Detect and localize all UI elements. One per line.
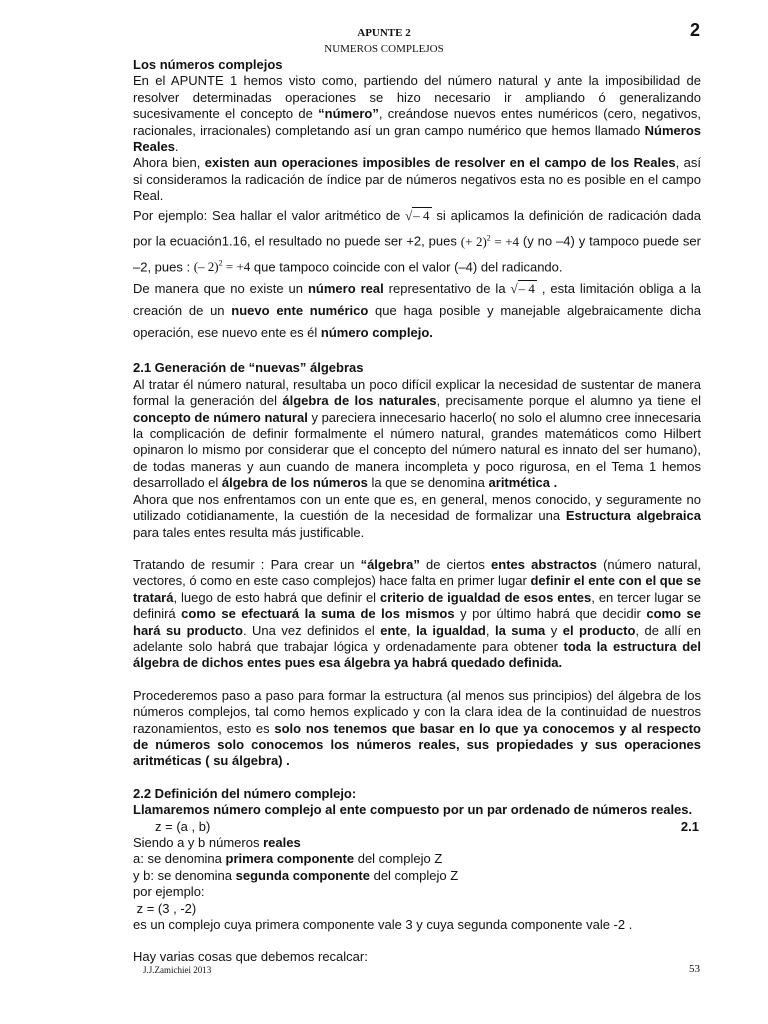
header-title: APUNTE 2 [357,27,411,39]
intro-paragraph-2: Ahora bien, existen aun operaciones imposibles de resolver en el campo de los Reales, así si consideramos la radicación de índice par de números negativos esta no es posible en el campo Real. [133,155,701,204]
footer-page-number: 53 [689,963,700,975]
sqrt-minus-four-2: √– 4 [510,281,535,297]
line-recalcar: Hay varias cosas que debemos recalcar: [133,949,368,965]
line-first-component: a: se denomina primera componente del complejo Z [133,851,443,867]
intro-paragraph-3: Por ejemplo: Sea hallar el valor aritmético de √– 4 si aplicamos la definición de radicación dada por la ecuación1.16, el resultado no puede ser +2, pues (+ 2)$^2$ = +4 (y no –4) y tampoco puede ser –2, pues : (– 2)$^2$ = +4 que tampoco coincide con el valor (–4) del radicando. [133,205,701,278]
header-page-number: 2 [689,20,700,40]
line-example-description: es un complejo cuya primera componente vale 3 y cuya segunda componente vale -2 . [133,917,633,933]
line-second-component: y b: se denomina segunda componente del complejo Z [133,867,459,883]
section-2-1-paragraph-1: Al tratar él número natural, resultaba un poco difícil explicar la necesidad de sustentar de manera formal la generación del álgebra de los naturales, precisamente porque el alumno ya tiene el concepto de número natural y pareciera innecesario hacerlo( no solo el alumno cree innecesaria la complicación de definir formalmente el número natural, grandes matemáticos como Hilbert opinaron lo mismo por considerar que el concepto del número natural es innato del ser humano), de todas maneras y aun cuando de manera incompleta y poco rigurosa, en el Tema 1 hemos desarrollado el álgebra de los números la que se denomina aritmética . [133,376,701,491]
line-example-label: por ejemplo: [133,884,205,900]
sqrt-minus-four: √– 4 [405,208,430,224]
section-2-1-heading: 2.1 Generación de “nuevas” álgebras [133,360,364,376]
equation-number: 2.1 [680,818,699,834]
expression-minus-two-squared: (– 2)$^2$ = +4 [193,258,251,274]
section-2-1-paragraph-4: Procederemos paso a paso para formar la estructura (al menos sus principios) del álgebra de los números complejos, tal como hemos explicado y con la clara idea de la continuidad de nuestros razonamientos, esto es solo nos tenemos que basar en lo que ya conocemos y al respecto de números solo conocemos los números reales, sus propiedades y sus operaciones aritméticas ( su álgebra) . [133,687,701,769]
footer-author: J.J.Zamichiei 2013 [143,965,212,975]
complex-number-definition: Llamaremos número complejo al ente compuesto por un par ordenado de números reales. [133,802,693,818]
equation-text: z = (a , b) [155,818,211,834]
expression-plus-two-squared: (+ 2)$^2$ = +4 [460,233,520,249]
intro-paragraph-1: En el APUNTE 1 hemos visto como, partiendo del número natural y ante la imposibilidad de resolver determinadas operaciones se hizo necesario ir ampliando ó generalizando sucesivamente el concepto de “número”, creándose nuevos entes numéricos (cero, negativos, racionales, irracionales) completando así un gran campo numérico que hemos llamado Números Reales. [133,73,702,155]
equation-2-1 [133,819,701,835]
section-2-1-paragraph-3: Tratando de resumir : Para crear un “álgebra” de ciertos entes abstractos (número natural, vectores, ó como en este caso complejos) hace falta en primer lugar definir el ente con el que se tratará, luego de esto habrá que definir el criterio de igualdad de esos entes, en tercer lugar se definirá como se efectuará la suma de los mismos y por último habrá que decidir como se hará su producto. Una vez definidos el ente, la igualdad, la suma y el producto, de allí en adelante solo habrá que trabajar lógica y ordenadamente para obtener toda la estructura del álgebra de dichos entes pues esa álgebra ya habrá quedado definida. [133,556,702,671]
line-siendo: Siendo a y b números reales [133,835,301,850]
intro-paragraph-4: De manera que no existe un número real representativo de la √– 4 , esta limitación obliga a la creación de un nuevo ente numérico que haga posible y manejable algebraicamente dicha operación, ese nuevo ente es él número complejo. [133,278,701,345]
section-2-1-paragraph-2: Ahora que nos enfrentamos con un ente que es, en general, menos conocido, y seguramente no utilizado cotidianamente, la cuestión de la necesidad de formalizar una Estructura algebraica para tales entes resulta más justificable. [133,491,701,540]
intro-heading: Los números complejos [133,57,283,72]
document-body [133,57,701,966]
line-example-eq: z = (3 , -2) [133,900,197,916]
section-2-2-heading: 2.2 Definición del número complejo: [133,785,357,801]
header-subtitle: NUMEROS COMPLEJOS [324,43,444,55]
